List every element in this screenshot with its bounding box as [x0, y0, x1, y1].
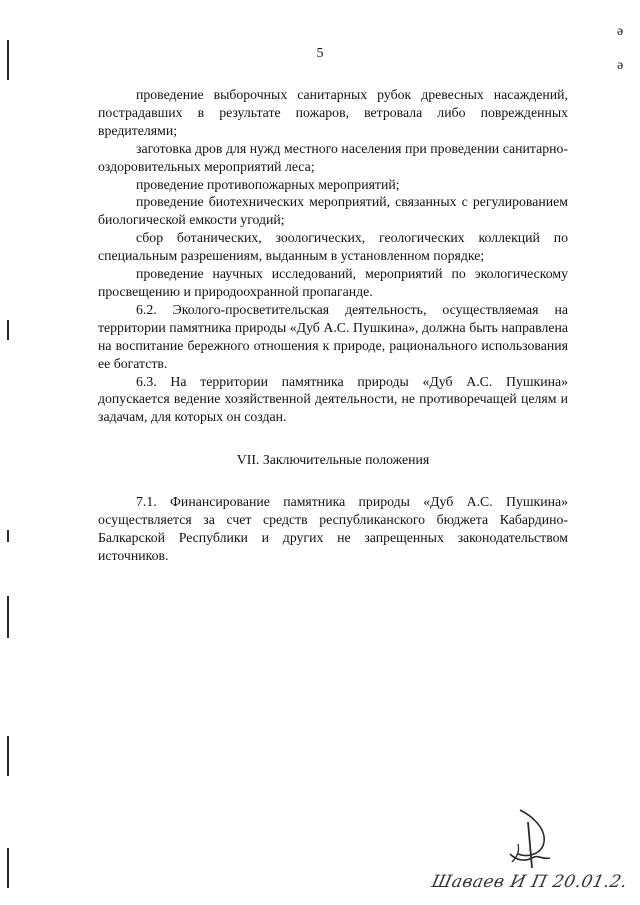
document-body — [98, 86, 568, 565]
margin-mark — [7, 848, 9, 888]
margin-mark — [7, 320, 9, 340]
margin-mark — [7, 596, 9, 638]
margin-mark — [7, 530, 9, 542]
list-item: проведение выборочных санитарных рубок древесных насаждений, пострадавших в результате пожаров, ветровала либо поврежденных вредителями; — [98, 87, 568, 138]
list-item: проведение биотехнических мероприятий, связанных с регулированием биологической емкости угодий; — [98, 194, 568, 228]
page-number: 5 — [316, 46, 324, 61]
clause-6-2: 6.2. Эколого-просветительская деятельность, осуществляемая на территории памятника природы «Дуб А.С. Пушкина», должна быть направлена на воспитание бережного отношения к природе, рационального использования ее богатств. — [98, 301, 568, 371]
list-item: проведение противопожарных мероприятий; — [136, 176, 400, 192]
signature-icon — [506, 808, 558, 872]
section-heading: VII. Заключительные положения — [236, 452, 430, 468]
handwritten-note: Шаваев И П 20.01.2. — [429, 872, 630, 892]
margin-mark — [7, 736, 9, 776]
list-item: сбор ботанических, зоологических, геологических коллекций по специальным разрешениям, выданным в установленном порядке; — [98, 230, 568, 264]
corner-mark: ə — [617, 58, 624, 73]
corner-mark: ə — [617, 24, 624, 39]
clause-6-3: 6.3. На территории памятника природы «Дуб А.С. Пушкина» допускается ведение хозяйственной деятельности, не противоречащей целям и задачам, для которых он создан. — [98, 373, 568, 425]
list-item: проведение научных исследований, мероприятий по экологическому просвещению и природоохранной пропаганде. — [98, 266, 568, 299]
list-item: заготовка дров для нужд местного населения при проведении санитарно-оздоровительных мероприятий леса; — [98, 140, 568, 174]
clause-7-1: 7.1. Финансирование памятника природы «Дуб А.С. Пушкина» осуществляется за счет средств республиканского бюджета Кабардино-Балкарской Республики и других не запрещенных законодательством источников. — [98, 494, 568, 563]
